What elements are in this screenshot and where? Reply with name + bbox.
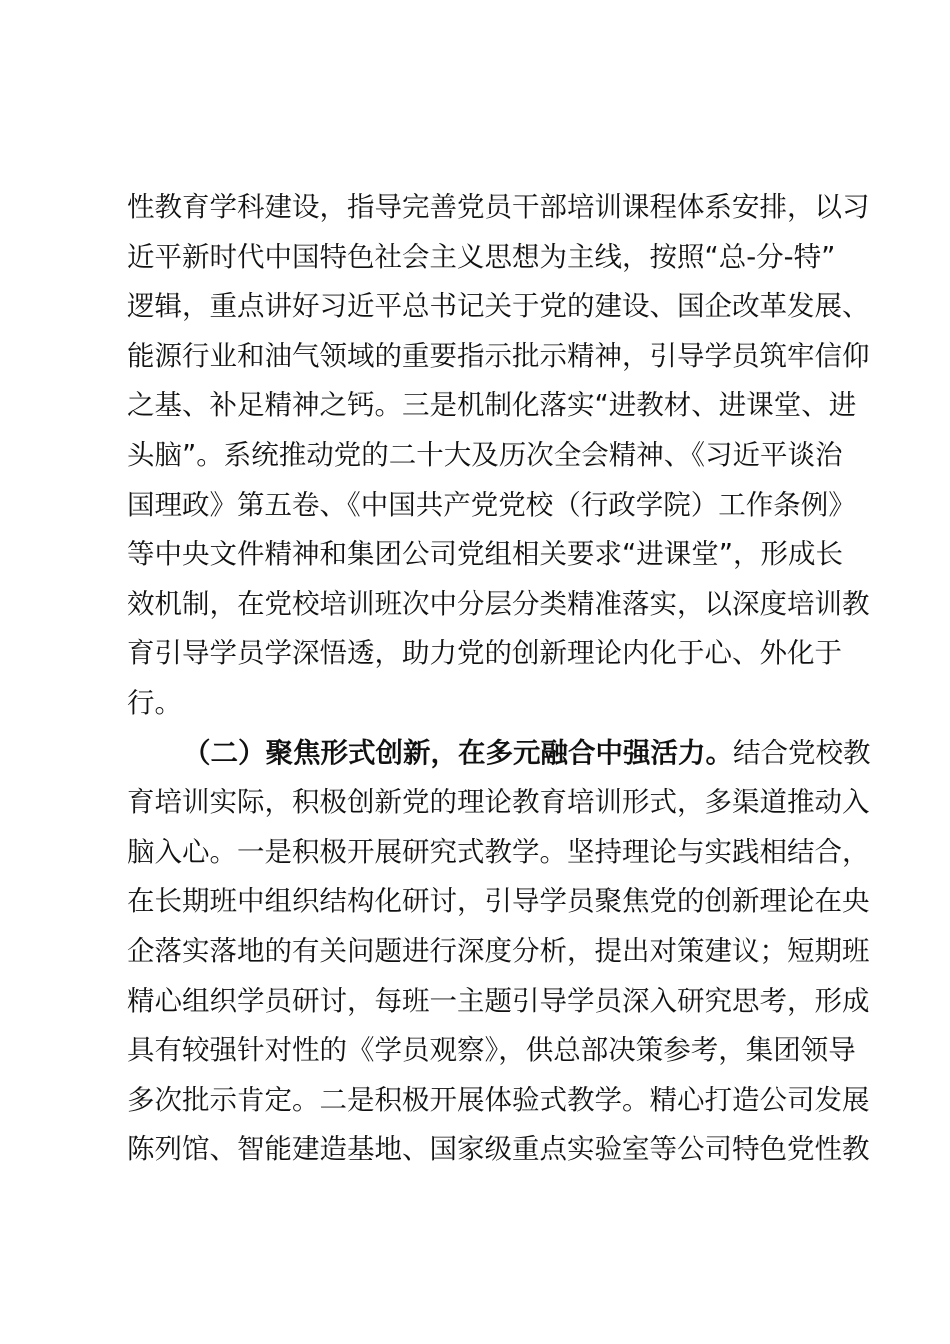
text-line: 精心组织学员研讨，每班一主题引导学员深入研究思考，形成 (127, 984, 870, 1017)
text-line: 逻辑，重点讲好习近平总书记关于党的建设、国企改革发展、 (127, 290, 870, 323)
text-line: 等中央文件精神和集团公司党组相关要求“进课堂”，形成长 (127, 538, 843, 571)
paragraph-2 (127, 729, 871, 1175)
text-line: 多次批示肯定。二是积极开展体验式教学。精心打造公司发展 (127, 1083, 870, 1116)
text-line (127, 729, 871, 779)
text-run: 结合党校教 (733, 736, 871, 769)
text-line: 性教育学科建设，指导完善党员干部培训课程体系安排，以习 (127, 191, 870, 223)
text-line: 之基、补足精神之钙。三是机制化落实“进教材、进课堂、进 (127, 389, 857, 422)
text-line: 近平新时代中国特色社会主义思想为主线，按照“总-分-特” (127, 240, 836, 273)
text-line: 陈列馆、智能建造基地、国家级重点实验室等公司特色党性教 (127, 1133, 870, 1166)
document-page (127, 183, 871, 1175)
text-line: 育培训实际，积极创新党的理论教育培训形式，多渠道推动入 (127, 786, 870, 819)
text-line: 效机制，在党校培训班次中分层分类精准落实，以深度培训教 (127, 587, 870, 620)
section-heading: （二）聚焦形式创新，在多元融合中强活力。 (183, 736, 733, 769)
text-line: 能源行业和油气领域的重要指示批示精神，引导学员筑牢信仰 (127, 339, 870, 372)
paragraph-1 (127, 183, 870, 729)
text-line: 头脑”。系统推动党的二十大及历次全会精神、《习近平谈治 (127, 438, 843, 471)
text-line: 企落实落地的有关问题进行深度分析，提出对策建议；短期班 (127, 934, 870, 967)
text-line: 行。 (127, 686, 182, 719)
text-line: 国理政》第五卷、《中国共产党党校（行政学院）工作条例》 (127, 488, 856, 521)
text-line: 育引导学员学深悟透，助力党的创新理论内化于心、外化于 (127, 637, 842, 670)
text-line: 具有较强针对性的《学员观察》，供总部决策参考，集团领导 (127, 1034, 856, 1067)
text-line: 在长期班中组织结构化研讨，引导学员聚焦党的创新理论在央 (127, 885, 870, 918)
text-line: 脑入心。一是积极开展研究式教学。坚持理论与实践相结合， (127, 835, 870, 868)
